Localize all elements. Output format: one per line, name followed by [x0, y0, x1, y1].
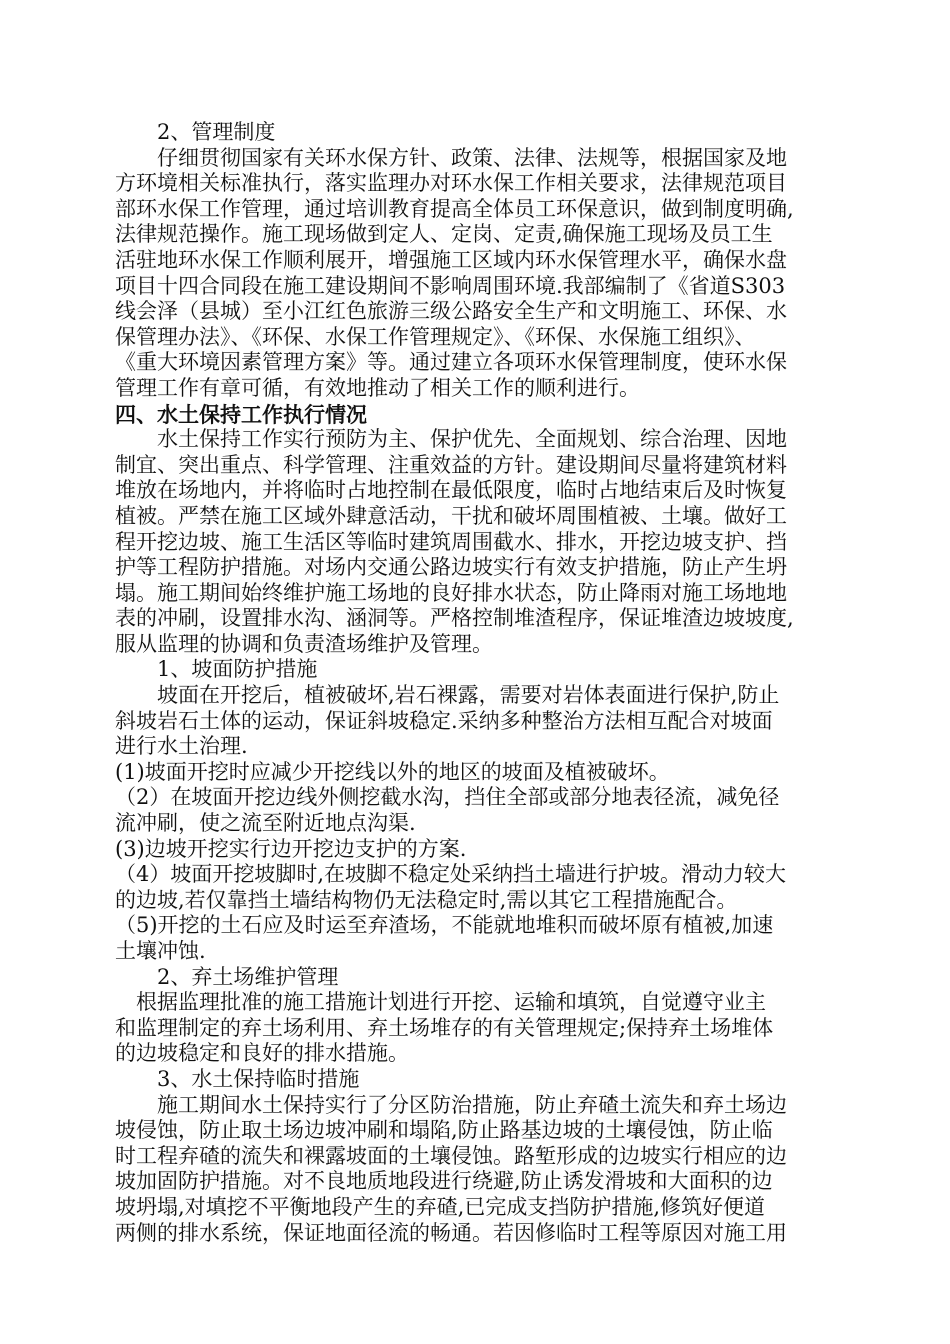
paragraph-line: 和监理制定的弃土场利用、弃土场堆存的有关管理规定;保持弃土场堆体 — [115, 1015, 774, 1040]
paragraph-line: 保管理办法》、《环保、水保工作管理规定》、《环保、水保施工组织》、 — [115, 324, 756, 349]
paragraph-line: 程开挖边坡、施工生活区等临时建筑周围截水、排水，开挖边坡支护、挡 — [115, 529, 787, 554]
section-heading-temporary-measures: 3、水土保持临时措施 — [115, 1066, 360, 1091]
list-item-5-continued: 土壤冲蚀. — [115, 939, 206, 963]
paragraph-line: 水土保持工作实行预防为主、保护优先、全面规划、综合治理、因地 — [115, 427, 787, 452]
paragraph-line: 活驻地环水保工作顺利展开，增强施工区域内环水保管理水平，确保水盘 — [115, 247, 787, 272]
paragraph-line: 两侧的排水系统，保证地面径流的畅通。若因修临时工程等原因对施工用 — [115, 1220, 787, 1245]
chapter-heading-soil-water-conservation: 四、水土保持工作执行情况 — [115, 401, 367, 427]
paragraph-line: 塌。施工期间始终维护施工场地的良好排水状态，防止降雨对施工场地地 — [115, 580, 787, 605]
paragraph-line: 施工期间水土保持实行了分区防治措施，防止弃碴土流失和弃土场边 — [115, 1092, 787, 1117]
list-item-1: (1)坡面开挖时应减少开挖线以外的地区的坡面及植被破坏。 — [115, 759, 670, 784]
paragraph-line: 部环水保工作管理，通过培训教育提高全体员工环保意识，做到制度明确, — [115, 196, 794, 221]
paragraph-line: 制宜、突出重点、科学管理、注重效益的方针。建设期间尽量将建筑材料 — [115, 452, 787, 477]
paragraph-line: 斜坡岩石土体的运动，保证斜坡稳定.采纳多种整治方法相互配合对坡面 — [115, 708, 773, 733]
section-heading-slope-protection: 1、坡面防护措施 — [115, 657, 318, 682]
document-body — [115, 120, 841, 1246]
paragraph-line: 表的冲刷，设置排水沟、涵洞等。严格控制堆渣程序，保证堆渣边坡坡度, — [115, 606, 794, 631]
paragraph-line: 《重大环境因素管理方案》等。通过建立各项环水保管理制度，使环水保 — [115, 350, 787, 375]
paragraph-line: 坡坍塌,对填挖不平衡地段产生的弃碴,已完成支挡防护措施,修筑好便道 — [115, 1194, 766, 1219]
paragraph-line: 根据监理批准的施工措施计划进行开挖、运输和填筑，自觉遵守业主 — [115, 990, 766, 1015]
section-heading-spoil-site-maintenance: 2、弃土场维护管理 — [115, 964, 339, 989]
paragraph-line: 坡面在开挖后，植被破坏,岩石裸露，需要对岩体表面进行保护,防止 — [115, 683, 780, 708]
paragraph-line: 仔细贯彻国家有关环水保方针、政策、法律、法规等，根据国家及地 — [115, 145, 787, 170]
list-item-4: （4）坡面开挖坡脚时,在坡脚不稳定处采纳挡土墙进行护坡。滑动力较大 — [115, 862, 787, 887]
list-item-3: (3)边坡开挖实行边开挖边支护的方案. — [115, 836, 467, 861]
section-heading-management-system: 2、管理制度 — [115, 120, 276, 144]
paragraph-line: 坡侵蚀，防止取土场边坡冲刷和塌陷,防止路基边坡的土壤侵蚀，防止临 — [115, 1118, 773, 1143]
paragraph-line: 堆放在场地内，并将临时占地控制在最低限度，临时占地结束后及时恢复 — [115, 478, 787, 503]
paragraph-line: 坡加固防护措施。对不良地质地段进行绕避,防止诱发滑坡和大面积的边 — [115, 1169, 773, 1194]
list-item-2: （2）在坡面开挖边线外侧挖截水沟，挡住全部或部分地表径流，减免径 — [115, 785, 780, 810]
paragraph-line: 法律规范操作。施工现场做到定人、定岗、定责,确保施工现场及员工生 — [115, 222, 773, 247]
paragraph-line: 项目十四合同段在施工建设期间不影响周围环境.我部编制了《省道S303 — [115, 273, 786, 298]
paragraph-line: 方环境相关标准执行，落实监理办对环水保工作相关要求，法律规范项目 — [115, 171, 787, 196]
paragraph-line: 植被。严禁在施工区域外肆意活动，干扰和破坏周围植被、土壤。做好工 — [115, 503, 787, 528]
paragraph-line: 管理工作有章可循，有效地推动了相关工作的顺利进行。 — [115, 375, 640, 400]
paragraph-line: 护等工程防护措施。对场内交通公路边坡实行有效支护措施，防止产生坍 — [115, 555, 787, 580]
paragraph-line: 进行水土治理. — [115, 734, 248, 759]
paragraph-line: 时工程弃碴的流失和裸露坡面的土壤侵蚀。路堑形成的边坡实行相应的边 — [115, 1143, 787, 1168]
list-item-4-continued: 的边坡,若仅靠挡土墙结构物仍无法稳定时,需以其它工程措施配合。 — [115, 887, 738, 912]
list-item-5: （5)开挖的土石应及时运至弃渣场，不能就地堆积而破坏原有植被,加速 — [115, 913, 774, 938]
paragraph-line: 线会泽（县城）至小江红色旅游三级公路安全生产和文明施工、环保、水 — [115, 299, 787, 324]
paragraph-line: 服从监理的协调和负责渣场维护及管理。 — [115, 631, 493, 656]
list-item-2-continued: 流冲刷，使之流至附近地点沟渠. — [115, 811, 416, 836]
paragraph-line: 的边坡稳定和良好的排水措施。 — [115, 1041, 409, 1066]
